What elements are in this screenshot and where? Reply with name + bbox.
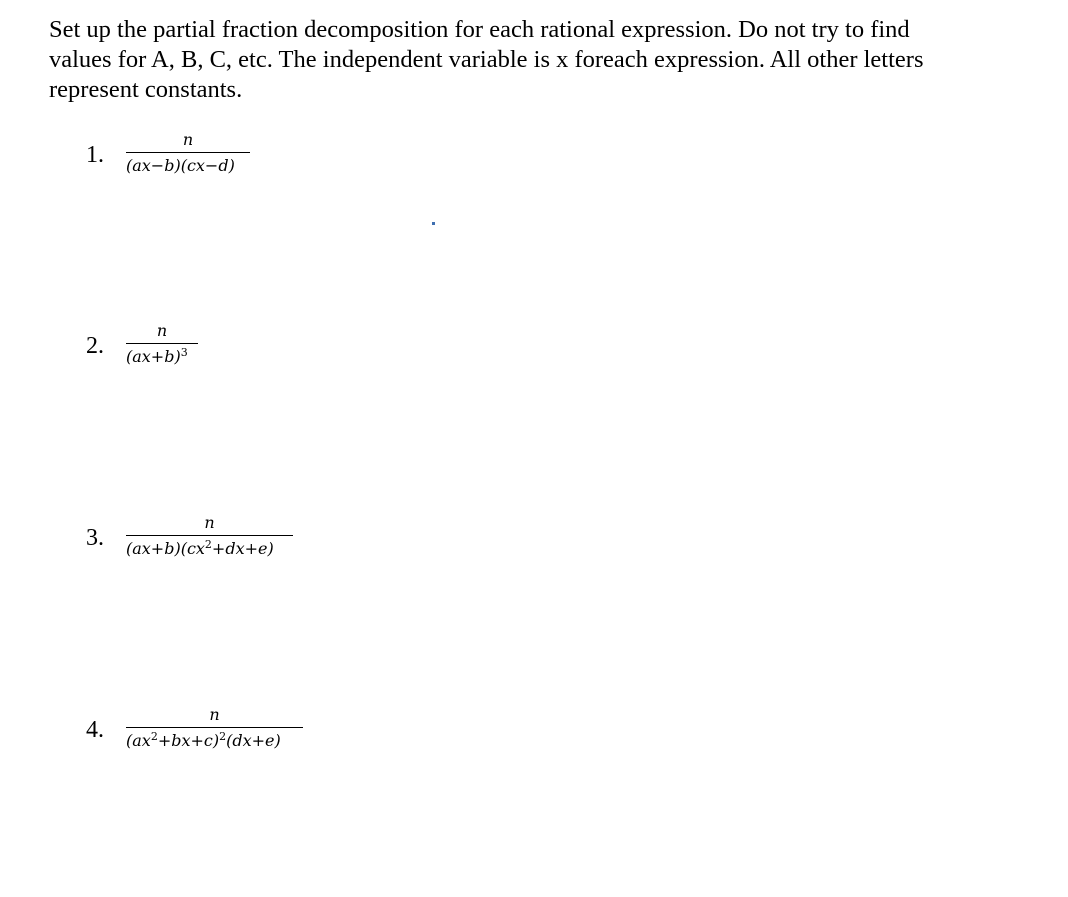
instructions xyxy=(49,15,989,105)
denominator-exponent-b: 2 xyxy=(219,730,227,743)
problem-number: 2. xyxy=(86,333,104,359)
fraction-bar xyxy=(126,343,198,344)
numerator: n xyxy=(204,513,215,532)
denominator xyxy=(126,732,281,750)
denominator-part-b: +bx+c) xyxy=(157,731,220,750)
fraction-bar xyxy=(126,727,303,728)
numerator: n xyxy=(209,705,220,724)
numerator: n xyxy=(182,130,194,149)
problem-number: 3. xyxy=(86,525,104,551)
denominator-exponent: 2 xyxy=(204,538,212,551)
denominator-part-b: +dx+e) xyxy=(211,539,274,558)
instructions-line-1: Set up the partial fraction decomposition for each rational expression. Do not try to find xyxy=(49,16,910,43)
problem-1 xyxy=(0,132,600,212)
problem-4 xyxy=(0,707,600,787)
problem-number: 1. xyxy=(86,142,104,168)
instructions-line-2: values for A, B, C, etc. The independent variable is x foreach expression. All other letters xyxy=(49,46,924,73)
denominator: (ax−b)(cx−d) xyxy=(126,156,235,175)
denominator xyxy=(126,348,188,366)
fraction-bar xyxy=(126,152,250,153)
instructions-line-3: represent constants. xyxy=(49,76,243,103)
denominator-part-a: (ax xyxy=(126,731,151,750)
problem-2 xyxy=(0,323,600,403)
stray-dot xyxy=(432,222,435,225)
problem-3 xyxy=(0,515,600,595)
denominator xyxy=(126,540,274,558)
fraction-bar xyxy=(126,535,293,536)
numerator: n xyxy=(156,321,168,340)
denominator-base: (ax+b) xyxy=(126,347,181,366)
denominator-exponent-a: 2 xyxy=(150,730,158,743)
denominator-exponent: 3 xyxy=(180,346,188,359)
problem-number: 4. xyxy=(86,717,104,743)
denominator-part-c: (dx+e) xyxy=(226,731,281,750)
denominator-part-a: (ax+b)(cx xyxy=(126,539,205,558)
